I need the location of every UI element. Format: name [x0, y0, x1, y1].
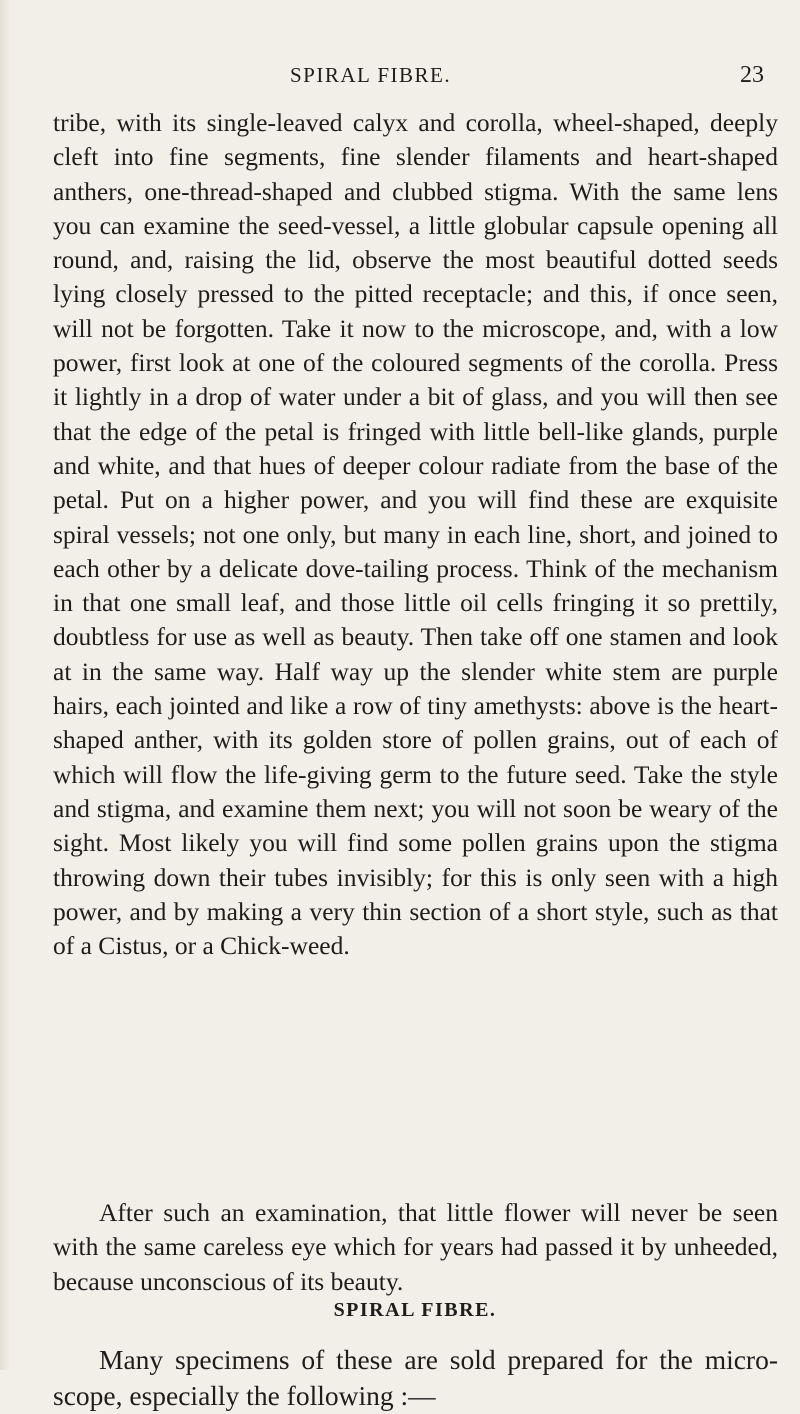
- running-head: [0, 60, 800, 90]
- body-paragraph-1: tribe, with its single-leaved calyx and corolla, wheel-shaped, deeply cleft into fine segments, fine slender filaments and heart-shaped anthers, one-thread-shaped and clubbed stigma. With the same lens you can examine the seed-vessel, a little globular capsule opening all round, and, raising the lid, observe the most beautiful dotted seeds lying closely pressed to the pitted receptacle; and this, if once seen, will not be forgotten. Take it now to the microscope, and, with a low power, first look at one of the coloured segments of the corolla. Press it lightly in a drop of water under a bit of glass, and you will then see that the edge of the petal is fringed with little bell-like glands, purple and white, and that hues of deeper colour radiate from the base of the petal. Put on a higher power, and you will find these are exquisite spiral vessels; not one only, but many in each line, short, and joined to each other by a delicate dove-tailing process. Think of the mechanism in that one small leaf, and those little oil cells fringing it so prettily, doubtless for use as well as beauty. Then take off one stamen and look at in the same way. Half way up the slender white stem are purple hairs, each jointed and like a row of tiny amethysts: above is the heart-shaped anther, with its golden store of pollen grains, out of each of which will flow the life-giving germ to the future seed. Take the style and stigma, and examine them next; you will not soon be weary of the sight. Most likely you will find some pollen grains upon the stigma throwing down their tubes invisibly; for this is only seen with a high power, and by making a very thin section of a short style, such as that of a Cistus, or a Chick-weed.: [53, 108, 778, 961]
- section-heading-text: SPIRAL FIBRE.: [333, 1299, 497, 1321]
- running-title: SPIRAL FIBRE.: [290, 63, 452, 87]
- section-heading: [0, 1297, 800, 1323]
- page-edge-shadow: [0, 0, 10, 1370]
- page-number: 23: [740, 62, 764, 88]
- body-paragraph-3: Many specimens of these are sold prepared for the micro-scope, especially the following :—: [53, 1344, 778, 1411]
- body-paragraph-2: After such an examination, that little flower will never be seen with the same careless eye which for years had passed it by unheeded, because unconscious of its beauty.: [53, 1198, 778, 1296]
